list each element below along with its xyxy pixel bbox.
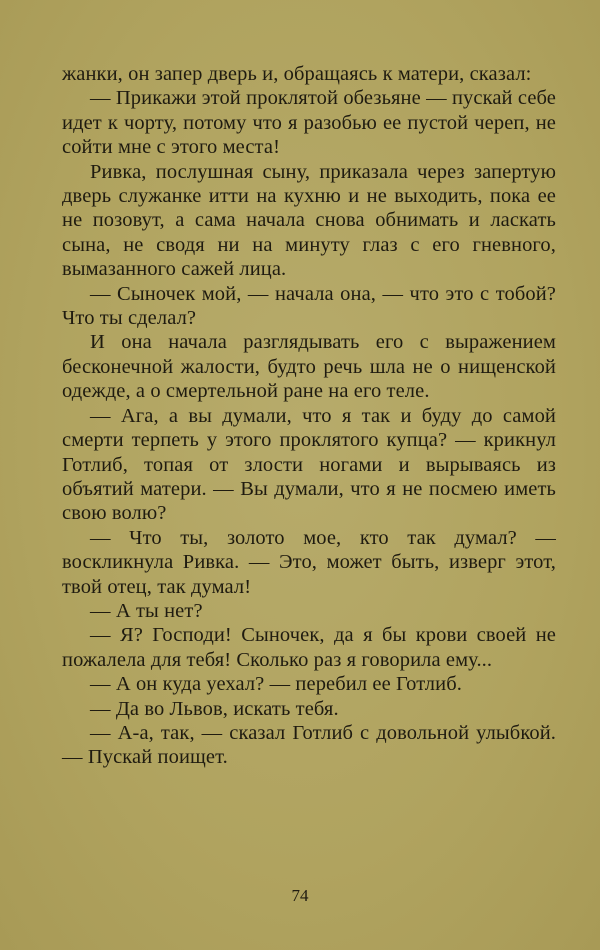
paragraph-12: — А-а, так, — сказал Готлиб с довольной улыбкой. — Пускай поищет. [62,721,556,769]
paragraph-8: — А ты нет? [90,599,203,622]
page-text [62,62,556,770]
page-number: 74 [291,886,309,905]
paragraph-3: Ривка, послушная сыну, приказала через запертую дверь служанке итти на кухню и не выходить, пока ее не позовут, а сама начала снова обнимать и ласкать сына, не сводя ни на минуту глаз с его гневного, вымазанного сажей лица. [62,160,556,281]
paragraph-5: И она начала разглядывать его с выражением бесконечной жалости, будто речь шла не о нищенской одежде, а о смертельной ране на его теле. [62,331,556,403]
paragraph-7: — Что ты, золото мое, кто так думал? — воскликнула Ривка. — Это, может быть, изверг этот, твой отец, так думал! [62,526,556,598]
paragraph-11: — Да во Львов, искать тебя. [90,697,339,720]
paragraph-6: — Ага, а вы думали, что я так и буду до самой смерти терпеть у этого проклятого купца? — крикнул Готлиб, топая от злости ногами и вырываясь из объятий матери. — Вы думали, что я не посмею иметь свою волю? [62,404,556,525]
paragraph-10: — А он куда уехал? — перебил ее Готлиб. [90,673,462,696]
paragraph-4: — Сыночек мой, — начала она, — что это с тобой? Что ты сделал? [62,282,556,330]
paragraph-9: — Я? Господи! Сыночек, да я бы крови своей не пожалела для тебя! Сколько раз я говорила ему... [62,624,556,671]
paragraph-1: жанки, он запер дверь и, обращаясь к матери, сказал: [62,63,532,85]
paragraph-2: — Прикажи этой проклятой обезьяне — пускай себе идет к чорту, потому что я разобью ее пустой череп, не сойти мне с этого места! [62,87,556,159]
